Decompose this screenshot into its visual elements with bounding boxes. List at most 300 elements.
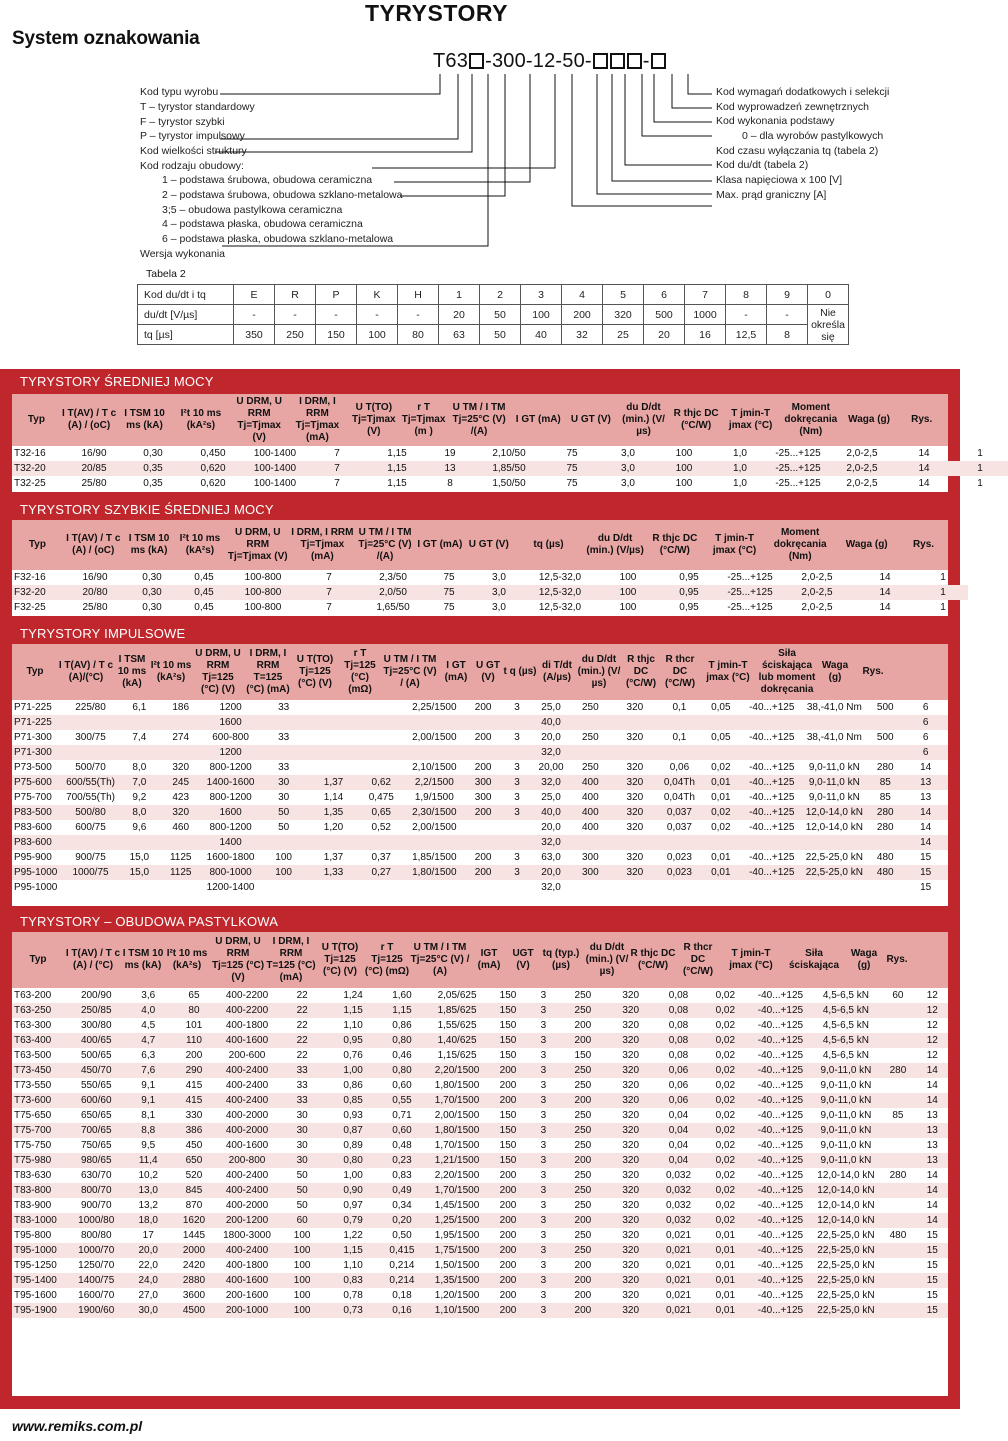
column-header: IGT (mA) [477,948,501,971]
table-cell [61,835,120,850]
table-cell: 14 [852,585,918,600]
table-cell: 200 [559,1033,607,1048]
table-cell: 320 [607,1153,655,1168]
table-cell: 1,80/1500 [405,865,464,880]
table-cell: 0,87 [328,1123,378,1138]
table-cell: 1200 [219,702,242,713]
table-cell: T95-800 [14,1230,52,1241]
table-cell: 250 [559,1003,607,1018]
column-header: T jmin-T jmax (°C) [712,533,757,556]
table-cell: -40...+125 [748,1303,812,1318]
tabela2-cell: 50 [480,325,521,345]
table-cell: 0,032 [655,1213,703,1228]
table-cell: 3 [540,1110,547,1121]
column-header: du D/dt (min.) (V/µs) [586,533,644,556]
table-cell: 0,30 [143,448,163,459]
table-cell: 1445 [182,1230,206,1241]
table-cell: 30 [278,792,290,803]
table-cell: 2,0-2,5 [801,602,833,613]
table-cell [879,1138,916,1153]
table-cell: 20/80 [64,585,126,600]
table-cell: -40...+125 [748,1273,812,1288]
table-cell: -40...+125 [742,775,801,790]
table-cell: 30 [296,1140,308,1151]
table-cell: 0,35 [124,461,182,476]
table-cell: 3,0 [621,448,635,459]
table-cell: 0,78 [343,1290,363,1301]
left-label: Kod wielkości struktury [140,145,247,157]
table-header [12,644,948,700]
table-cell: 6 [922,702,929,713]
table-cell: 0,02 [702,1033,748,1048]
table-cell: 320 [158,805,203,820]
column-header: r T Tj=125 (°C) (mΩ) [364,942,410,977]
table-cell: 2,25/1500 [412,702,457,713]
table-cell [309,745,358,760]
table-cell: 15 [926,1290,938,1301]
table-cell: 75 [443,602,455,613]
table-cell: 3 [502,805,532,820]
table-cell: 1,65/50 [376,602,410,613]
table-cell: 0,01 [702,1273,748,1288]
table-cell: 12 [926,1020,938,1031]
table-cell: 0,89 [343,1140,363,1151]
column-header: U TM / I TM Tj=25°C (V) / (A) [410,942,470,977]
table-cell: 101 [185,1020,203,1031]
table-row [12,1138,948,1153]
table-cell [742,715,801,730]
table-cell: 650/65 [80,1110,112,1121]
table-row [12,745,948,760]
table-cell: 320 [607,1213,655,1228]
column-header: I GT (mA) [444,660,468,683]
table-cell [659,745,699,760]
table-cell: 85 [867,775,903,790]
table-cell [309,880,358,895]
table-cell [610,745,659,760]
table-cell: 320 [626,702,644,713]
table-cell: 33 [278,732,290,743]
table-cell: 250 [574,1170,592,1181]
table-cell: 0,01 [711,792,731,803]
table-row [12,835,948,850]
column-header: I TSM 10 ms (kA) [128,533,170,556]
table-row [12,1033,948,1048]
table-cell: 200 [559,1213,607,1228]
table-cell: 0,021 [666,1230,692,1241]
table-cell: P75-700 [14,792,52,803]
table-cell: 22 [296,1050,308,1061]
table-row [12,1183,948,1198]
table-row [12,700,948,715]
column-header: U GT (V) [570,414,611,425]
table-cell: 150 [488,1123,528,1138]
table-cell: 3 [540,1230,547,1241]
tabela2-cell: 3 [521,285,562,305]
column-header: Typ [27,414,45,425]
table-cell: 150 [488,1033,528,1048]
table-cell [158,715,203,730]
column-header: Waga (g) [845,539,888,550]
column-header: R thjc DC (°C/W) [652,533,698,556]
table-cell: 280 [889,1170,907,1181]
table-cell: 0,021 [666,1290,692,1301]
column-header: Rys. [912,539,935,550]
table-cell: 250 [574,1080,592,1091]
table-cell: 423 [172,792,190,803]
table-cell: 3 [540,1170,547,1181]
table-row [12,1003,948,1018]
table-cell: 9,0-11,0 kN [813,1063,880,1078]
table-cell: 0,48 [392,1140,412,1151]
table-cell: 15 [926,1230,938,1241]
table-cell: F32-20 [12,585,64,600]
table-cell: 2,0-2,5 [828,461,896,476]
table-cell: 2,0-2,5 [846,478,878,489]
table-cell: 320 [626,762,644,773]
table-row [12,1303,948,1318]
table-cell [879,1153,916,1168]
table-cell [801,745,867,760]
table-cell: 1,10 [343,1260,363,1271]
table-cell [570,745,610,760]
table-cell: -25...+125 [775,478,821,489]
table-cell: 1,80/1500 [434,1080,480,1091]
table-cell: 0,023 [659,865,699,880]
column-header: I TSM 10 ms (kA) [122,948,164,971]
table-cell [258,880,309,895]
table-cell: 14 [879,572,891,583]
table-cell: 280 [867,805,903,820]
table-cell: 0,95 [679,572,699,583]
table-cell: T83-800 [12,1183,66,1198]
table-cell: 245 [158,775,203,790]
table-cell [358,700,405,715]
table-cell [358,715,405,730]
table-cell: 75 [544,461,600,476]
table-cell: 3 [540,1020,547,1031]
table-cell: -40...+125 [748,1093,812,1108]
table-cell: 400-2000 [218,1123,276,1138]
table-cell: 75 [443,572,455,583]
tabela2 [137,284,849,345]
table-cell: 0,08 [655,1033,703,1048]
table-cell: 700/55(Th) [66,792,115,803]
table-cell: 400-1800 [225,1260,269,1271]
table-row [12,1153,948,1168]
table-cell: 0,02 [715,1140,736,1151]
tabela2-cell: 320 [603,305,644,325]
table-cell: 400-2200 [225,990,269,1001]
column-header: T jmin-T jmax (°C) [728,408,773,431]
table-cell [358,730,405,745]
table-cell: 800-1200 [209,822,252,833]
table-cell: 32,0 [532,835,570,850]
table-cell: 14 [903,835,948,850]
table-cell [879,1273,916,1288]
section-pastylkowa [12,932,948,1396]
table-cell: 0,01 [715,1230,736,1241]
table-cell: 9,0-11,0 kN [813,1123,880,1138]
table-cell: 20,0 [532,865,570,880]
table-cell: 200 [499,1290,517,1301]
table-cell: 0,50 [392,1230,412,1241]
table-cell: 16/90 [82,572,108,583]
table-cell: 100 [293,1260,311,1271]
table-row [12,988,948,1003]
table-cell: 33 [278,762,290,773]
table-cell: P71-225 [12,715,61,730]
table-cell: 0,04 [655,1123,703,1138]
table-cell: 15 [926,1260,938,1271]
table-cell: 320 [626,822,644,833]
table-cell: 1,15 [328,1003,378,1018]
table-cell [358,880,405,895]
table-cell: 9,0-11,0 kN [801,775,867,790]
table-cell: 500 [876,732,894,743]
table-cell [801,835,867,850]
table-cell: 3 [514,702,520,713]
tabela2-cell: 100 [521,305,562,325]
table-cell: 8,0 [120,805,158,820]
column-header: Typ [28,539,46,550]
table-cell: 0,02 [702,1213,748,1228]
table-cell [879,1213,916,1228]
table-row [12,570,968,585]
table-row [12,1093,948,1108]
right-label: Kod wykonania podstawy [716,115,835,127]
table-cell: 415 [185,1080,203,1091]
table-cell: 200 [488,1213,528,1228]
table-cell: 900/70 [80,1200,112,1211]
table-cell: 1600/70 [78,1290,115,1301]
table-cell: 12 [926,1050,938,1061]
table-cell: 75 [566,478,578,489]
footer-url[interactable]: www.remiks.com.pl [12,1418,143,1434]
left-label: Kod typu wyrobu [140,86,219,98]
table-cell: 700/65 [66,1123,126,1138]
table-cell: 1,35 [309,805,358,820]
table-cell: 200 [474,762,492,773]
table-cell: 250 [559,1123,607,1138]
table-cell: 200 [488,1273,528,1288]
table-cell: 1,85/1500 [412,852,457,863]
table-cell: 100-1400 [244,461,306,476]
table-cell: 1,45/1500 [434,1200,480,1211]
table-cell: 11,4 [126,1153,170,1168]
table-cell: 2,00/1500 [412,732,457,743]
table-cell: 9,0-11,0 kN [808,792,860,803]
table-cell: 1400/75 [66,1273,126,1288]
table-cell: 0,95 [679,602,699,613]
column-header: du D/dt (min.) (V/µs) [577,654,621,689]
table-cell: 0,06 [669,762,690,773]
table-cell: 20,00 [538,762,564,773]
table-cell: 3 [514,762,520,773]
table-cell: 9,0-11,0 kN [813,1153,880,1168]
table-cell: 100 [293,1290,311,1301]
table-cell: T63-400 [12,1033,66,1048]
column-header: Waga (g) [850,948,878,971]
column-header: R thcr DC (°C/W) [682,942,714,977]
table-cell: 12,0-14,0 kN [813,1183,880,1198]
table-cell: 3,0 [492,572,506,583]
table-cell [570,880,610,895]
table-cell: T75-980 [12,1153,66,1168]
table-cell: 200 [559,1273,607,1288]
table-cell: 320 [607,1093,655,1108]
table-cell: 500/65 [80,1050,112,1061]
table-cell: 13,0 [126,1183,170,1198]
table-cell: 2,0-2,5 [801,572,833,583]
table-cell: 22,5-25,0 kN [817,1260,875,1271]
column-header: UGT (V) [512,948,534,971]
table-cell: T83-630 [14,1170,52,1181]
table-cell: 0,35 [143,478,163,489]
column-header: R thjc DC (°C/W) [625,654,657,689]
table-cell: T73-600 [12,1093,66,1108]
table-cell: 15 [903,865,948,880]
marking-system-section [0,0,960,370]
table-cell: 150 [499,1020,517,1031]
table-cell: 1,0 [733,448,747,459]
column-header: Typ [26,666,44,677]
table-cell: -40...+125 [748,1003,812,1018]
table-cell: 300 [570,865,610,880]
table-cell: 12 [917,1003,948,1018]
table-row [12,1228,948,1243]
table-cell: 0,415 [378,1243,426,1258]
table-cell: 460 [172,822,190,833]
table-cell [258,745,309,760]
table-cell: 200 [574,1290,592,1301]
table-cell: 3 [540,1080,547,1091]
table-cell: 0,02 [715,1110,736,1121]
table-cell [464,820,502,835]
table-cell: 1,50/50 [492,478,526,489]
table-cell: 3,6 [141,990,156,1001]
table-cell: 32,0 [532,745,570,760]
table-cell: 15 [920,852,932,863]
table-cell: 12,5-32,0 [524,585,596,600]
column-header: U T(TO) Tj=125 (°C) (V) [296,654,334,689]
table-cell: 320 [622,1020,640,1031]
table-cell: 400-1800 [225,1020,269,1031]
table-cell: 1,85/625 [426,1003,488,1018]
table-cell: 800-1200 [209,792,252,803]
table-cell: 0,037 [666,822,692,833]
table-cell: T95-1400 [12,1273,66,1288]
column-header: Rys. [862,666,884,677]
table-cell: T83-1000 [12,1213,66,1228]
table-cell [158,835,203,850]
table-cell: 12 [917,1033,948,1048]
tabela2-cell: - [316,305,357,325]
table-cell: 320 [610,805,659,820]
table-cell [120,715,158,730]
table-cell: 0,08 [668,1020,689,1031]
table-cell: -40...+125 [748,1213,812,1228]
table-cell: 2000 [170,1243,218,1258]
table-cell: 250 [574,1200,592,1211]
table-cell: 320 [622,1260,640,1271]
table-cell: 3 [528,1033,559,1048]
table-cell: 0,08 [668,990,689,1001]
table-cell: 3,0 [474,585,524,600]
column-header: U T(TO) Tj=Tjmax (V) [351,402,396,437]
table-cell: 0,01 [700,775,742,790]
tabela2-cell: 32 [562,325,603,345]
column-header: I T(AV) / T c (A) / (oC) [61,408,117,431]
column-header: Rys. [886,954,908,965]
code-dash: - [642,49,650,72]
table-cell [879,1003,916,1018]
table-cell: 3 [528,1183,559,1198]
table-cell: 480 [867,865,903,880]
column-header: I DRM, I RRM Tj=Tjmax (mA) [291,527,354,562]
table-cell: 1,15 [387,478,407,489]
table-cell: 75 [566,448,578,459]
table-cell: 0,08 [668,1050,689,1061]
table-cell: 300 [474,792,492,803]
table-cell: 0,1 [672,702,687,713]
tabela2-cell: 16 [685,325,726,345]
table-cell: 1125 [158,865,203,880]
table-row [12,880,948,895]
table-cell: 22,0 [138,1260,158,1271]
table-cell: 3 [528,1243,559,1258]
column-header: Waga (g) [821,660,849,683]
table-cell [464,715,502,730]
table-cell: 85 [879,792,891,803]
table-cell [867,715,903,730]
table-cell: 150 [499,990,517,1001]
column-header: r T Tj=125 (°C) (mΩ) [344,648,376,695]
table-cell: 22,5-25,0 kN [801,865,867,880]
table-cell: 9,0-11,0 kN [820,1140,872,1151]
table-cell: 200 [488,1243,528,1258]
table-cell: 320 [622,990,640,1001]
table-cell: 320 [626,792,644,803]
table-cell: 0,52 [371,822,391,833]
table-cell: 2880 [170,1273,218,1288]
table-cell: 1,80/1500 [426,1123,488,1138]
table-cell: 14 [879,602,891,613]
table-cell: 33 [276,1093,328,1108]
table-cell: 1,15 [378,1003,426,1018]
table-cell: 1,20 [323,822,344,833]
table-cell: T32-20 [12,461,64,476]
table-cell: P95-1000 [14,882,58,893]
column-header: U DRM, U RRM Tj=125 (°C) (V) [195,648,241,695]
table-cell [502,820,532,835]
column-header: I T(AV) / T c (A) / (oC) [66,533,121,556]
table-cell: 274 [172,732,190,743]
table-cell: -40...+125 [748,1033,812,1048]
table-cell: 7,4 [132,732,147,743]
table-cell: 20/85 [64,461,124,476]
table-cell: 12,0-14,0 kN [817,1200,875,1211]
table-cell: 15 [917,1243,948,1258]
table-cell: 200 [488,1303,528,1318]
table-cell: 14 [903,805,948,820]
tabela2-cell: 7 [685,285,726,305]
table-cell: T32-25 [14,478,46,489]
tabela2-cell: R [275,285,316,305]
column-header: tq (µs) [533,539,564,550]
table-cell: 1600 [203,805,258,820]
table-cell: 186 [172,702,190,713]
